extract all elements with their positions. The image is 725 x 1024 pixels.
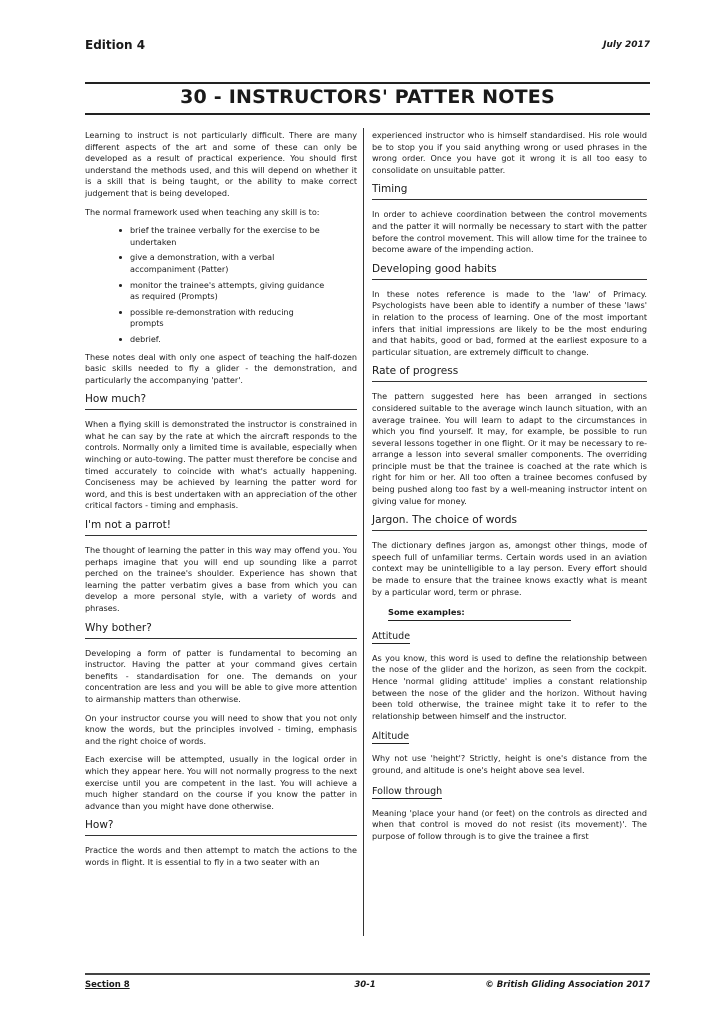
- heading-parrot: I'm not a parrot!: [85, 519, 357, 536]
- heading-attitude: Attitude: [372, 630, 411, 642]
- heading-timing: Timing: [372, 183, 647, 200]
- list-item: possible re-demonstration with reducing prompts: [130, 307, 357, 330]
- footer-copyright: © British Gliding Association 2017: [485, 980, 650, 990]
- examples-label: Some examples:: [388, 607, 571, 621]
- heading-altitude: Altitude: [372, 731, 410, 743]
- parrot-paragraph: The thought of learning the patter in this way may offend you. You perhaps imagine that you will end up sounding like a parrot perched on the trainee's shoulder. Experience has shown that learning the patter verbatim gives a base from which you can develop a more personal style, with a variety of words and phrases.: [85, 545, 357, 613]
- list-item: debrief.: [130, 334, 357, 346]
- date-label: July 2017: [603, 40, 650, 50]
- progress-paragraph: The pattern suggested here has been arranged in sections considered suitable to the average winch launch situation, with an average trainee. You will learn to adapt to the circumstances in which you find yourself. It may, for example, be possible to run several lessons together in one flight. Or it may be necessary to re-arrange a lesson into several smaller components. The overriding principle must be that the trainee is coached at the rate which is right for him or her. All too often a trainee becomes confused by being pushed along too fast by a well-meaning instructor intent on giving value for money.: [372, 391, 647, 506]
- why-bother-paragraph-3: Each exercise will be attempted, usually in the logical order in which they appear here. You will not normally progress to the next exercise until you are competent in the last. You will achieve a much higher standard on the course if you know the patter in advance than you might have done otherwise.: [85, 754, 357, 811]
- footer-page-number: 30-1: [354, 980, 376, 990]
- continuation-paragraph: experienced instructor who is himself standardised. His role would be to stop you if you said anything wrong or used phrases in the wrong order. Once you have got it wrong it is all too easy to consolidate on unsuitable patter.: [372, 130, 647, 175]
- column-divider: [363, 128, 364, 936]
- title-rule-top: [85, 82, 650, 84]
- intro-paragraph-3: These notes deal with only one aspect of teaching the half-dozen basic skills needed to fly a glider - the demonstration, and particularly the accompanying 'patter'.: [85, 351, 357, 385]
- how-paragraph: Practice the words and then attempt to match the actions to the words in flight. It is essential to fly in a two seater with an: [85, 845, 357, 867]
- heading-follow-through: Follow through: [372, 785, 443, 797]
- list-item: monitor the trainee's attempts, giving guidance as required (Prompts): [130, 280, 357, 303]
- framework-list: [85, 225, 357, 345]
- page-title: 30 - INSTRUCTORS' PATTER NOTES: [180, 86, 555, 108]
- why-bother-paragraph-1: Developing a form of patter is fundamental to becoming an instructor. Having the patter at your command gives certain benefits - standardisation for one. The demands on your concentration are less and you will be able to give more attention to airmanship matters than otherwise.: [85, 647, 357, 704]
- heading-how: How?: [85, 819, 357, 836]
- right-column: [372, 130, 647, 849]
- altitude-paragraph: Why not use 'height'? Strictly, height is one's distance from the ground, and altitude is one's height above sea level.: [372, 753, 647, 775]
- heading-habits: Developing good habits: [372, 263, 647, 280]
- heading-how-much: How much?: [85, 393, 357, 410]
- heading-progress: Rate of progress: [372, 365, 647, 382]
- footer-rule: [85, 973, 650, 975]
- list-item: brief the trainee verbally for the exercise to be undertaken: [130, 225, 357, 248]
- why-bother-paragraph-2: On your instructor course you will need to show that you not only know the words, but the principles involved - timing, emphasis and the right choice of words.: [85, 712, 357, 746]
- habits-paragraph: In these notes reference is made to the 'law' of Primacy. Psychologists have been able to identify a number of these 'laws' in relation to the process of learning. One of the most important infers that initial impressions are likely to be the most enduring and that habits, good or bad, formed at the earliest exposure to a particular situation, are extremely difficult to change.: [372, 288, 647, 357]
- jargon-paragraph: The dictionary defines jargon as, amongst other things, mode of speech full of unfamiliar terms. Certain words used in an aviation context may be unintelligible to a lay person. Every effort should be made to ensure that the trainee knows exactly what is meant by a particular word, term or phrase.: [372, 540, 647, 597]
- list-item: give a demonstration, with a verbal accompaniment (Patter): [130, 252, 357, 275]
- left-column: [85, 130, 357, 876]
- how-much-paragraph: When a flying skill is demonstrated the instructor is constrained in what he can say by the rate at which the aircraft responds to the controls. Normally only a limited time is available, especially when winching or auto-towing. The patter must therefore be concise and timed accurately to coincide with what's actually happening. Conciseness may be achieved by learning the patter word for word, and this is best undertaken with an appreciation of the other critical factors - timing and emphasis.: [85, 419, 357, 511]
- intro-paragraph-2: The normal framework used when teaching any skill is to:: [85, 206, 320, 217]
- follow-through-paragraph: Meaning 'place your hand (or feet) on the controls as directed and when that control is moved do not resist (its movement)'. The purpose of follow through is to give the trainee a first: [372, 807, 647, 841]
- timing-paragraph: In order to achieve coordination between the control movements and the patter it will normally be necessary to start with the patter before the control movement. This will allow time for the trainee to become aware of the impending action.: [372, 209, 647, 255]
- footer-section: Section 8: [85, 980, 130, 990]
- intro-paragraph-1: Learning to instruct is not particularly difficult. There are many different aspects of the art and some of these can only be developed as a result of practical experience. You should first understand the methods used, and this will depend on whether it is a skill that is being taught, or the ability to make correct judgement that is being developed.: [85, 130, 357, 198]
- edition-label: Edition 4: [85, 38, 146, 52]
- heading-why-bother: Why bother?: [85, 622, 357, 639]
- attitude-paragraph: As you know, this word is used to define the relationship between the nose of the glider and the horizon, as seen from the cockpit. Hence 'normal gliding attitude' implies a constant relationship between the nose of the glider and the horizon. Without having been told otherwise, the trainee might take it to refer to the relationship between himself and the instructor.: [372, 652, 647, 721]
- title-rule-bottom: [85, 113, 650, 115]
- heading-jargon: Jargon. The choice of words: [372, 514, 647, 531]
